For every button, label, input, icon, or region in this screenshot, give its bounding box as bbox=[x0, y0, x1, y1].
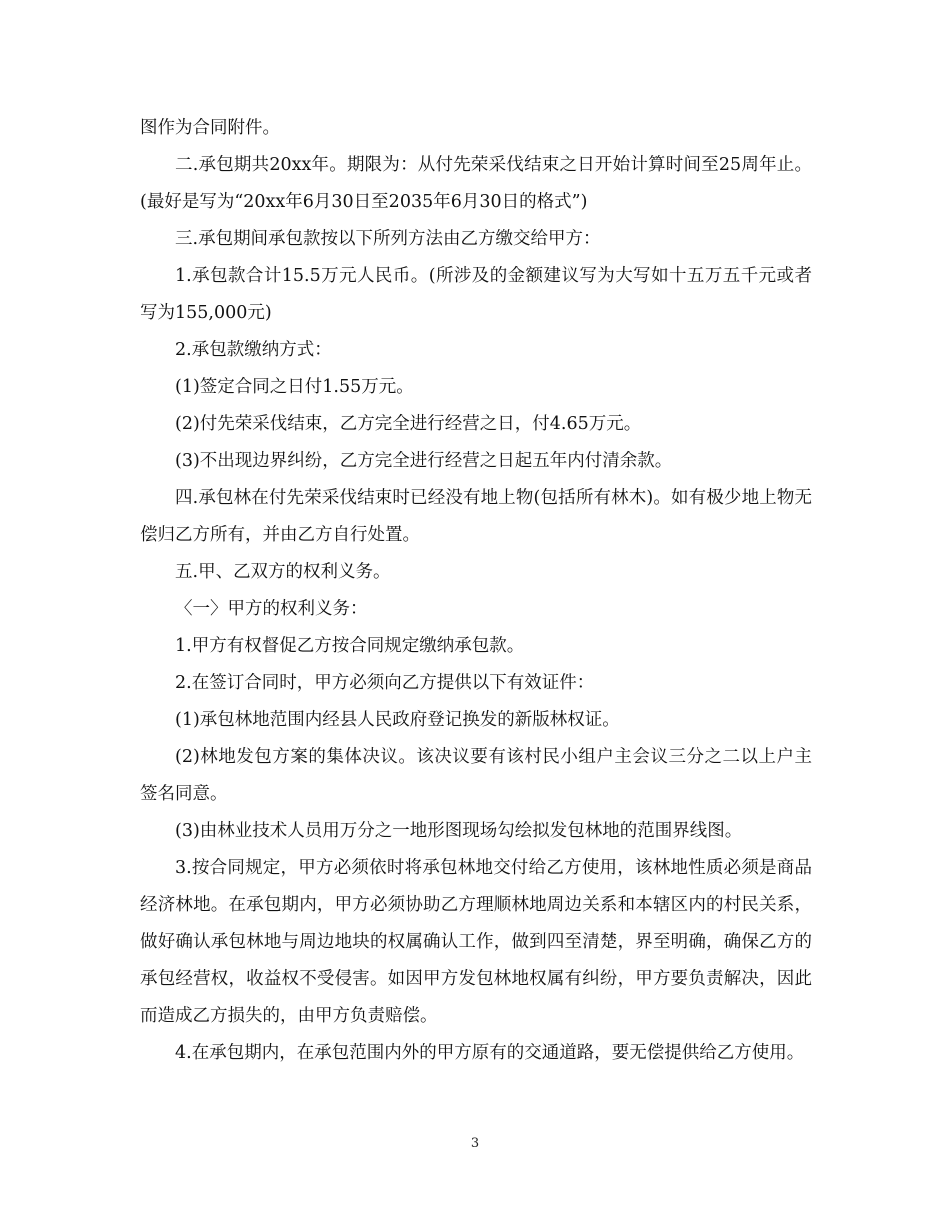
paragraph: 二.承包期共20xx年。期限为：从付先荣采伐结束之日开始计算时间至25周年止。(最好是写为“20xx年6月30日至2035年6月30日的格式”) bbox=[140, 155, 812, 212]
paragraph: 4.在承包期内，在承包范围内外的甲方原有的交通道路，要无偿提供给乙方使用。 bbox=[175, 1043, 805, 1063]
document-page bbox=[140, 110, 812, 1072]
paragraph: 三.承包期间承包款按以下所列方法由乙方缴交给甲方： bbox=[175, 229, 601, 249]
paragraph: 1.甲方有权督促乙方按合同规定缴纳承包款。 bbox=[175, 636, 525, 656]
paragraph: 图作为合同附件。 bbox=[140, 118, 280, 138]
paragraph: (2)林地发包方案的集体决议。该决议要有该村民小组户主会议三分之二以上户主签名同意。 bbox=[140, 747, 812, 804]
paragraph: (3)不出现边界纠纷，乙方完全进行经营之日起五年内付清余款。 bbox=[175, 451, 673, 471]
paragraph: 五.甲、乙双方的权利义务。 bbox=[175, 562, 391, 582]
paragraph: (2)付先荣采伐结束，乙方完全进行经营之日，付4.65万元。 bbox=[175, 414, 642, 434]
paragraph: (3)由林业技术人员用万分之一地形图现场勾绘拟发包林地的范围界线图。 bbox=[175, 821, 743, 841]
paragraph: 2.承包款缴纳方式： bbox=[175, 340, 332, 360]
paragraph: 〈一〉甲方的权利义务： bbox=[175, 599, 368, 619]
paragraph: 四.承包林在付先荣采伐结束时已经没有地上物(包括所有林木)。如有极少地上物无偿归乙方所有，并由乙方自行处置。 bbox=[140, 488, 812, 545]
paragraph: (1)承包林地范围内经县人民政府登记换发的新版林权证。 bbox=[175, 710, 620, 730]
paragraph: (1)签定合同之日付1.55万元。 bbox=[175, 377, 414, 397]
paragraph: 2.在签订合同时，甲方必须向乙方提供以下有效证件： bbox=[175, 673, 595, 693]
page-number: 3 bbox=[470, 1136, 480, 1151]
paragraph: 3.按合同规定，甲方必须依时将承包林地交付给乙方使用，该林地性质必须是商品经济林地。在承包期内，甲方必须协助乙方理顺林地周边关系和本辖区内的村民关系，做好确认承包林地与周边地块的权属确认工作，做到四至清楚，界至明确，确保乙方的承包经营权，收益权不受侵害。如因甲方发包林地权属有纠纷，甲方要负责解决，因此而造成乙方损失的，由甲方负责赔偿。 bbox=[140, 858, 812, 1026]
paragraph: 1.承包款合计15.5万元人民币。(所涉及的金额建议写为大写如十五万五千元或者写为155,000元) bbox=[140, 266, 812, 323]
